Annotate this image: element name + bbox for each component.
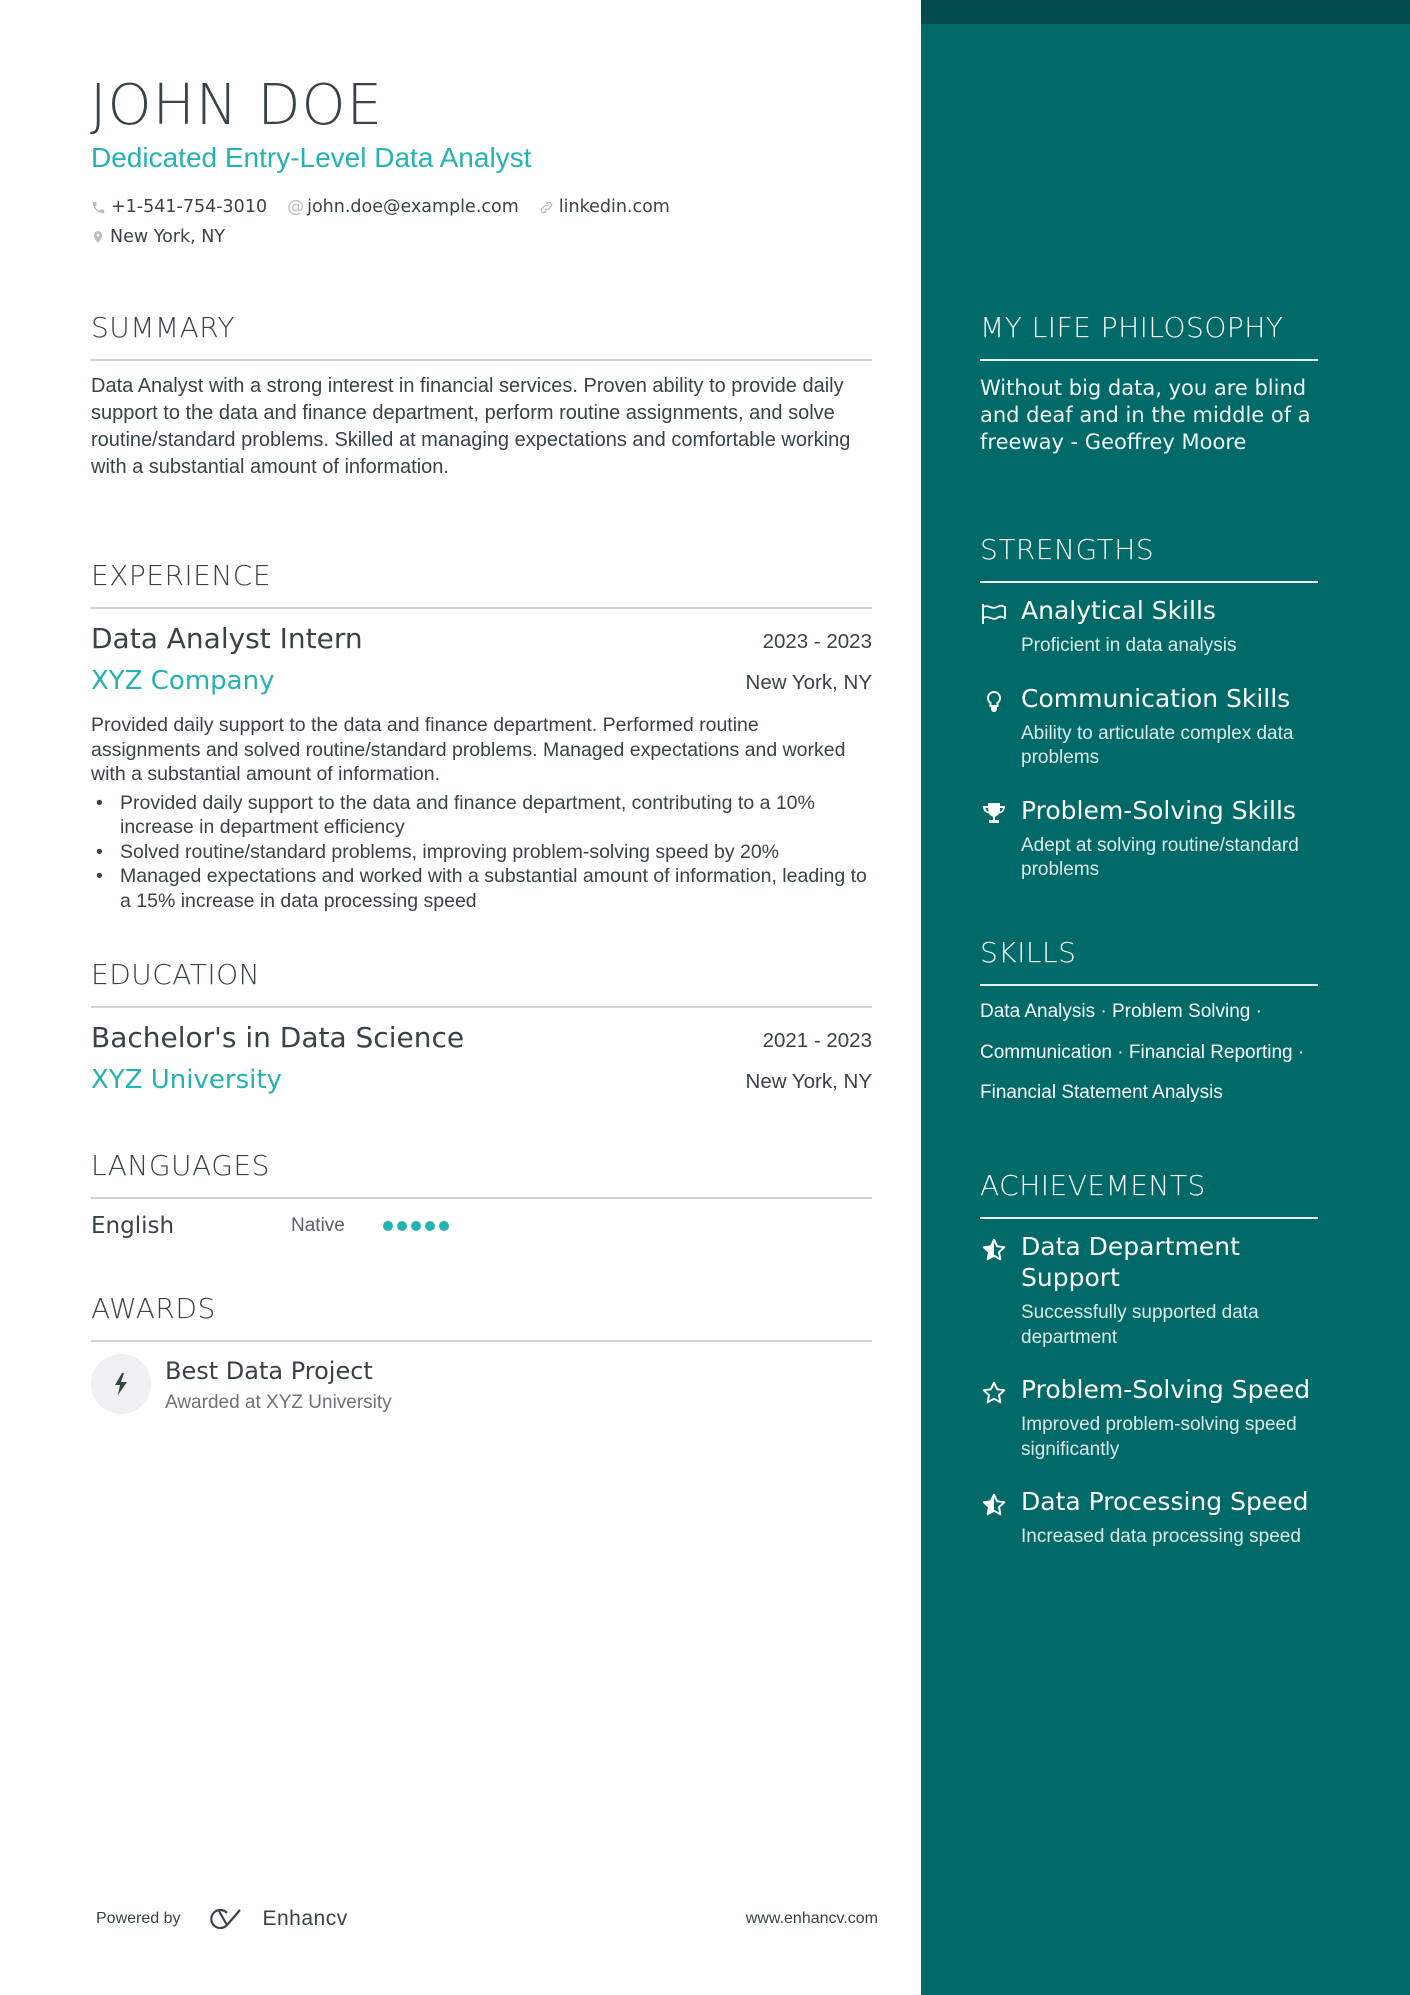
education-title: EDUCATION: [91, 958, 261, 991]
skills-section: [980, 935, 1318, 1114]
award-subtitle: Awarded at XYZ University: [165, 1392, 392, 1413]
proficiency-dot: [411, 1221, 421, 1231]
education-entry: [91, 1018, 872, 1100]
skills-line: Data Analysis · Problem Solving ·: [980, 1001, 1262, 1022]
summary-text: Data Analyst with a strong interest in financial services. Proven ability to provide daily support to the data and finance department, perform routine assignments, and solve routine/standard problems. Skilled at managing expectations and comfortable working with a substantial amount of information.: [91, 375, 851, 478]
flag-icon: [980, 599, 1008, 629]
achievement-title: Data Department Support: [1021, 1232, 1240, 1292]
sidebar-top-band: [921, 0, 1410, 24]
contact-link[interactable]: [539, 197, 670, 217]
skills-list: [980, 992, 1318, 1114]
candidate-name: JOHN DOE: [90, 73, 383, 138]
divider: [980, 984, 1318, 986]
awards-title: AWARDS: [91, 1292, 216, 1325]
summary-title: SUMMARY: [91, 311, 236, 344]
strength-title: Analytical Skills: [1021, 596, 1216, 625]
skills-line: Financial Statement Analysis: [980, 1082, 1223, 1103]
bullet-item: • Managed expectations and worked with a substantial amount of information, leading to a 15% increase in data processing speed: [91, 864, 872, 913]
bullet-item: • Provided daily support to the data and finance department, contributing to a 10% increase in department efficiency: [91, 791, 872, 840]
degree-title: Bachelor's in Data Science: [91, 1021, 465, 1054]
company-name: XYZ Company: [91, 666, 275, 696]
contact-location: [91, 227, 225, 247]
lightning-bolt-icon: [91, 1354, 151, 1414]
proficiency-dots: [383, 1221, 449, 1231]
strength-item: [980, 683, 1318, 771]
experience-section: [91, 558, 872, 913]
footer: [96, 1904, 878, 1934]
divider: [91, 1340, 872, 1342]
star-half-icon: [980, 1235, 1008, 1265]
enhancv-logo-icon: [207, 1907, 255, 1931]
enhancv-logo[interactable]: [207, 1907, 348, 1931]
link-icon: [539, 200, 554, 215]
divider: [91, 359, 872, 361]
achievement-title: Data Processing Speed: [1021, 1487, 1309, 1516]
language-level: Native: [291, 1215, 345, 1236]
link-text[interactable]: linkedin.com: [558, 197, 670, 217]
email-text[interactable]: john.doe@example.com: [307, 197, 519, 217]
achievement-item: [980, 1486, 1318, 1550]
powered-by-label: Powered by: [96, 1910, 181, 1927]
skills-line: Communication · Financial Reporting ·: [980, 1041, 1305, 1063]
achievement-description: Improved problem-solving speed significantly: [1021, 1414, 1297, 1460]
strength-item: [980, 595, 1318, 659]
experience-entry: [91, 619, 872, 913]
strength-description: Ability to articulate complex data problems: [1021, 722, 1294, 768]
job-location: New York, NY: [745, 671, 872, 694]
contact-email[interactable]: [287, 197, 519, 217]
divider: [91, 607, 872, 609]
phone-icon: [91, 200, 106, 215]
job-description: Provided daily support to the data and finance department. Performed routine assignments and solved routine/standard problems. Managed expectations and worked with a substantial amount of information.: [91, 714, 846, 785]
summary-section: [91, 310, 872, 481]
proficiency-dot: [383, 1221, 393, 1231]
trophy-icon: [980, 799, 1008, 829]
award-title: Best Data Project: [165, 1357, 373, 1385]
website-link[interactable]: www.enhancv.com: [745, 1910, 878, 1927]
strengths-title: STRENGTHS: [980, 533, 1155, 566]
divider: [91, 1006, 872, 1008]
location-text: New York, NY: [110, 227, 226, 247]
strength-title: Communication Skills: [1021, 683, 1291, 713]
proficiency-dot: [439, 1221, 449, 1231]
achievements-title: ACHIEVEMENTS: [980, 1169, 1206, 1202]
strengths-section: [980, 532, 1318, 883]
achievement-item: [980, 1231, 1318, 1350]
lightbulb-icon: [980, 687, 1008, 717]
school-name: XYZ University: [91, 1065, 282, 1095]
job-title: Data Analyst Intern: [91, 622, 363, 655]
experience-title: EXPERIENCE: [91, 559, 272, 592]
school-location: New York, NY: [745, 1070, 872, 1093]
job-dates: 2023 - 2023: [762, 630, 872, 653]
strength-title: Problem-Solving Skills: [1021, 795, 1296, 825]
contact-info: [91, 194, 690, 254]
awards-section: [91, 1291, 872, 1416]
proficiency-dot: [425, 1221, 435, 1231]
philosophy-title: MY LIFE PHILOSOPHY: [980, 311, 1284, 344]
star-half-icon: [980, 1490, 1008, 1520]
candidate-tagline: Dedicated Entry-Level Data Analyst: [91, 142, 532, 173]
divider: [980, 359, 1318, 361]
bullet-item: • Solved routine/standard problems, improving problem-solving speed by 20%: [91, 840, 872, 865]
at-icon: @: [287, 197, 305, 217]
award-item: [91, 1354, 872, 1416]
star-outline-icon: [980, 1378, 1008, 1408]
divider: [91, 1197, 872, 1199]
contact-phone: [91, 197, 267, 217]
education-section: [91, 957, 872, 1100]
strength-description: Proficient in data analysis: [1021, 635, 1237, 656]
phone-text: +1-541-754-3010: [111, 197, 268, 217]
achievement-item: [980, 1374, 1318, 1462]
languages-title: LANGUAGES: [91, 1149, 270, 1182]
education-dates: 2021 - 2023: [762, 1029, 872, 1052]
job-bullets: [91, 791, 872, 914]
strength-item: [980, 795, 1318, 883]
divider: [980, 581, 1318, 583]
achievement-description: Successfully supported data department: [1021, 1302, 1259, 1348]
brand-name: Enhancv: [262, 1907, 348, 1930]
achievements-section: [980, 1168, 1318, 1550]
achievement-title: Problem-Solving Speed: [1021, 1375, 1311, 1404]
strength-description: Adept at solving routine/standard problems: [1021, 834, 1299, 880]
skills-title: SKILLS: [980, 936, 1077, 969]
location-pin-icon: [91, 229, 105, 245]
language-item: [91, 1209, 872, 1243]
achievement-description: Increased data processing speed: [1021, 1526, 1301, 1547]
languages-section: [91, 1148, 872, 1243]
philosophy-section: [980, 310, 1318, 456]
proficiency-dot: [397, 1221, 407, 1231]
language-name: English: [91, 1213, 175, 1239]
philosophy-quote: Without big data, you are blind and deaf and in the middle of a freeway - Geoffrey Moore: [980, 376, 1311, 454]
divider: [980, 1217, 1318, 1219]
